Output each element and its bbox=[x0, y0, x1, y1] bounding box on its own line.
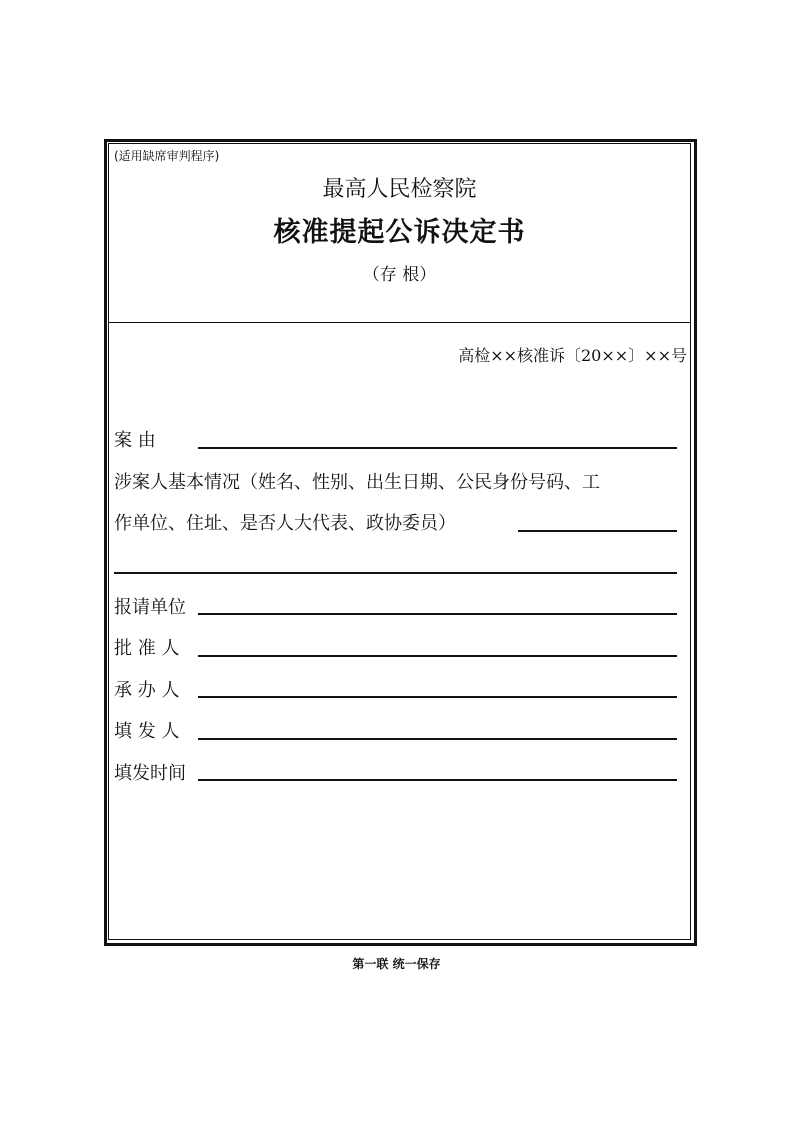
case-cause-label: 案 由 bbox=[114, 430, 156, 451]
issue-time-label: 填发时间 bbox=[114, 763, 186, 784]
document-title: 核准提起公诉决定书 bbox=[273, 217, 526, 248]
involved-person-line[interactable] bbox=[518, 530, 677, 532]
reporting-unit-label: 报请单位 bbox=[114, 597, 186, 618]
issuer-label: 填 发 人 bbox=[114, 721, 180, 742]
reporting-unit-line[interactable] bbox=[198, 613, 677, 615]
organization-name: 最高人民检察院 bbox=[322, 177, 477, 202]
issue-time-line[interactable] bbox=[198, 779, 677, 781]
case-cause-line[interactable] bbox=[198, 447, 677, 449]
approver-label: 批 准 人 bbox=[114, 638, 180, 659]
copy-note: 第一联 统一保存 bbox=[352, 957, 441, 971]
handler-label: 承 办 人 bbox=[114, 680, 180, 701]
involved-person-extra-line[interactable] bbox=[114, 572, 677, 574]
involved-person-label-line2: 作单位、住址、是否人大代表、政协委员） bbox=[114, 513, 456, 534]
approver-line[interactable] bbox=[198, 655, 677, 657]
issuer-line[interactable] bbox=[198, 738, 677, 740]
stub-label: （存 根） bbox=[362, 265, 437, 285]
procedure-note: (适用缺席审判程序) bbox=[114, 149, 220, 163]
header-divider bbox=[108, 322, 691, 323]
case-number: 高检××核准诉〔20××〕××号 bbox=[458, 346, 687, 365]
involved-person-label-line1: 涉案人基本情况（姓名、性别、出生日期、公民身份号码、工 bbox=[114, 472, 600, 493]
handler-line[interactable] bbox=[198, 696, 677, 698]
